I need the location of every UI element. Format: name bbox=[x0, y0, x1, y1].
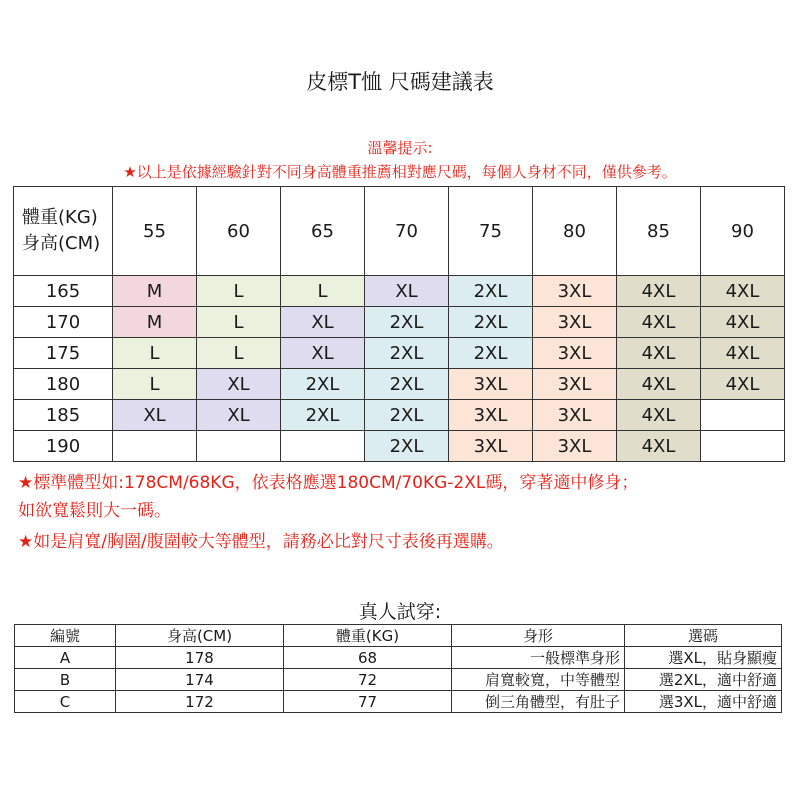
size-cell bbox=[197, 431, 281, 462]
size-cell: 4XL bbox=[617, 431, 701, 462]
trial-cell: 178 bbox=[116, 647, 284, 669]
size-cell: L bbox=[113, 338, 197, 369]
size-cell: 2XL bbox=[449, 276, 533, 307]
size-cell: L bbox=[113, 369, 197, 400]
star-icon: ★ bbox=[123, 163, 137, 181]
trial-cell: 68 bbox=[284, 647, 452, 669]
note-large-body: ★如是肩寬/胸圍/腹圍較大等體型，請務必比對尺寸表後再選購。 bbox=[18, 532, 504, 552]
table-row bbox=[14, 400, 785, 431]
trial-table bbox=[14, 624, 782, 713]
size-cell: 3XL bbox=[449, 369, 533, 400]
height-axis-label: 身高(CM) bbox=[22, 233, 101, 254]
trial-header-row bbox=[15, 625, 782, 647]
size-cell: 4XL bbox=[701, 369, 785, 400]
trial-cell: 72 bbox=[284, 669, 452, 691]
trial-cell: 77 bbox=[284, 691, 452, 713]
size-cell: XL bbox=[281, 338, 365, 369]
size-cell bbox=[701, 400, 785, 431]
trial-header: 身形 bbox=[452, 625, 625, 647]
size-cell: 2XL bbox=[449, 338, 533, 369]
height-label: 175 bbox=[14, 338, 113, 369]
height-label: 165 bbox=[14, 276, 113, 307]
table-row bbox=[14, 307, 785, 338]
size-cell: 4XL bbox=[617, 369, 701, 400]
weight-header: 60 bbox=[197, 187, 281, 276]
height-label: 190 bbox=[14, 431, 113, 462]
trial-cell: 172 bbox=[116, 691, 284, 713]
size-cell: 3XL bbox=[533, 338, 617, 369]
size-cell: L bbox=[197, 338, 281, 369]
size-cell: 4XL bbox=[617, 307, 701, 338]
weight-header: 70 bbox=[365, 187, 449, 276]
trial-cell: A bbox=[15, 647, 116, 669]
size-cell: 3XL bbox=[533, 431, 617, 462]
size-cell: L bbox=[281, 276, 365, 307]
trial-header: 選碼 bbox=[625, 625, 782, 647]
size-cell: XL bbox=[365, 276, 449, 307]
size-cell: 2XL bbox=[449, 307, 533, 338]
trial-header: 身高(CM) bbox=[116, 625, 284, 647]
size-cell bbox=[281, 431, 365, 462]
height-label: 170 bbox=[14, 307, 113, 338]
size-cell: 3XL bbox=[449, 431, 533, 462]
weight-header: 80 bbox=[533, 187, 617, 276]
tip-body: 以上是依據經驗針對不同身高體重推薦相對應尺碼，每個人身材不同，僅供參考。 bbox=[136, 163, 677, 181]
size-cell: 4XL bbox=[617, 276, 701, 307]
table-row bbox=[15, 691, 782, 713]
weight-header: 55 bbox=[113, 187, 197, 276]
size-cell: XL bbox=[281, 307, 365, 338]
table-row bbox=[15, 647, 782, 669]
size-cell: 2XL bbox=[365, 400, 449, 431]
page-title: 皮標T恤 尺碼建議表 bbox=[306, 70, 494, 94]
table-row bbox=[14, 338, 785, 369]
size-cell: XL bbox=[113, 400, 197, 431]
weight-header: 65 bbox=[281, 187, 365, 276]
weight-header: 75 bbox=[449, 187, 533, 276]
size-cell: 3XL bbox=[533, 400, 617, 431]
size-cell: 2XL bbox=[365, 338, 449, 369]
height-label: 185 bbox=[14, 400, 113, 431]
size-cell: 4XL bbox=[701, 338, 785, 369]
size-cell bbox=[113, 431, 197, 462]
trial-cell: C bbox=[15, 691, 116, 713]
weight-header: 85 bbox=[617, 187, 701, 276]
table-row bbox=[14, 369, 785, 400]
size-cell: XL bbox=[197, 400, 281, 431]
size-cell: 3XL bbox=[449, 400, 533, 431]
trial-cell: 選XL，貼身顯瘦 bbox=[625, 647, 782, 669]
height-label: 180 bbox=[14, 369, 113, 400]
trial-cell: 選3XL，適中舒適 bbox=[625, 691, 782, 713]
size-cell: 2XL bbox=[365, 431, 449, 462]
size-cell: 4XL bbox=[617, 338, 701, 369]
trial-title: 真人試穿: bbox=[358, 601, 442, 623]
weight-axis-label: 體重(KG) bbox=[22, 207, 98, 228]
tip-text bbox=[0, 161, 800, 182]
table-row bbox=[14, 431, 785, 462]
table-row bbox=[14, 276, 785, 307]
trial-cell: 倒三角體型，有肚子 bbox=[452, 691, 625, 713]
note-loose: 如欲寬鬆則大一碼。 bbox=[18, 501, 171, 521]
note-standard: ★標準體型如:178CM/68KG，依表格應選180CM/70KG-2XL碼，穿著適中修身； bbox=[18, 473, 639, 493]
size-cell: 2XL bbox=[365, 369, 449, 400]
size-cell: M bbox=[113, 307, 197, 338]
trial-header: 體重(KG) bbox=[284, 625, 452, 647]
size-table bbox=[13, 186, 785, 462]
trial-cell: 一般標準身形 bbox=[452, 647, 625, 669]
size-cell: 2XL bbox=[281, 400, 365, 431]
size-cell: L bbox=[197, 307, 281, 338]
trial-cell: 肩寬較寬，中等體型 bbox=[452, 669, 625, 691]
corner-header bbox=[14, 187, 113, 276]
size-cell: 3XL bbox=[533, 369, 617, 400]
size-cell: 4XL bbox=[701, 307, 785, 338]
size-cell: 3XL bbox=[533, 276, 617, 307]
size-cell: 2XL bbox=[281, 369, 365, 400]
size-cell bbox=[701, 431, 785, 462]
size-cell: 2XL bbox=[365, 307, 449, 338]
size-cell: 4XL bbox=[617, 400, 701, 431]
trial-cell: 選2XL，適中舒適 bbox=[625, 669, 782, 691]
trial-header: 編號 bbox=[15, 625, 116, 647]
size-cell: M bbox=[113, 276, 197, 307]
size-cell: L bbox=[197, 276, 281, 307]
size-cell: 4XL bbox=[701, 276, 785, 307]
trial-cell: 174 bbox=[116, 669, 284, 691]
size-cell: XL bbox=[197, 369, 281, 400]
trial-cell: B bbox=[15, 669, 116, 691]
table-row bbox=[15, 669, 782, 691]
size-cell: 3XL bbox=[533, 307, 617, 338]
weight-header: 90 bbox=[701, 187, 785, 276]
tip-heading: 溫馨提示: bbox=[367, 139, 433, 157]
